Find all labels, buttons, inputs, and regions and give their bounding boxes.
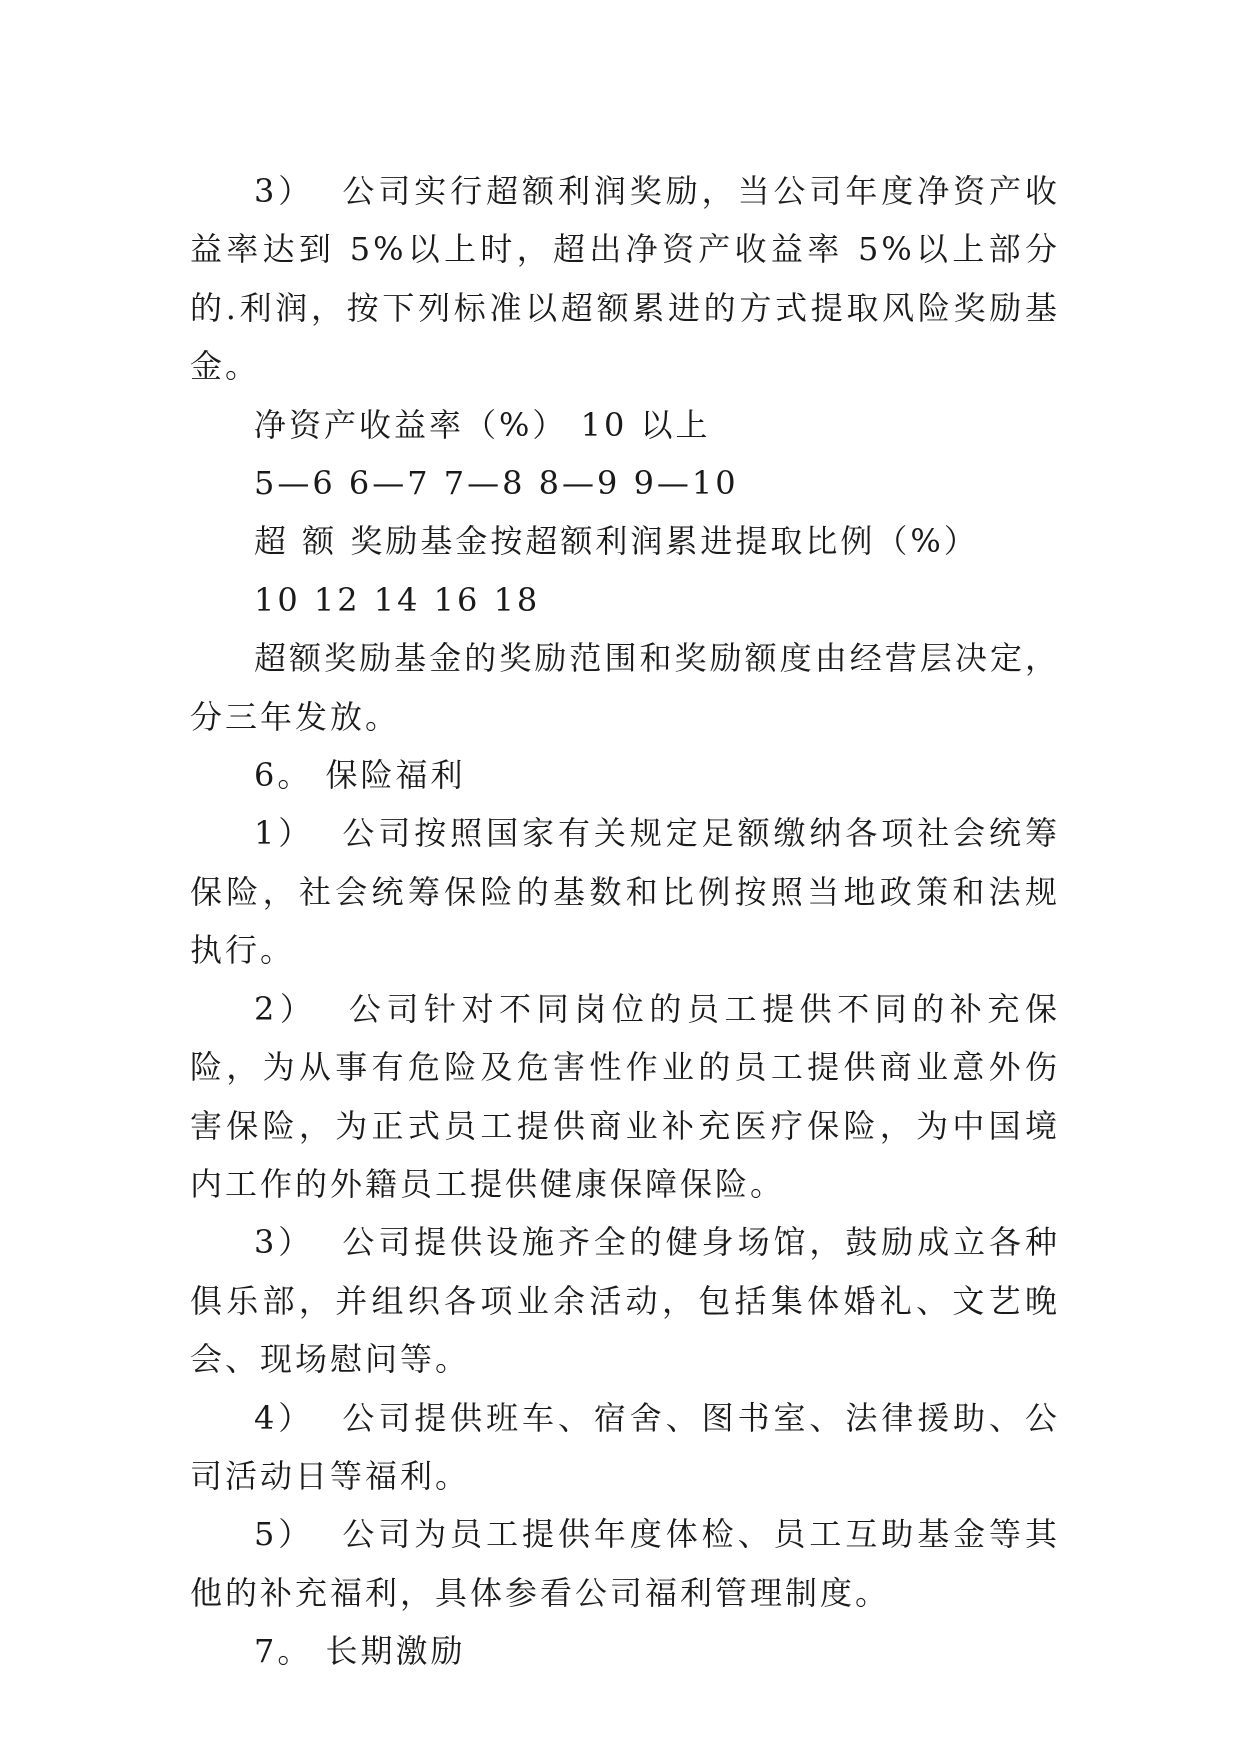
paragraph-social-insurance: 1） 公司按照国家有关规定足额缴纳各项社会统筹保险，社会统筹保险的基数和比例按照当地政策和法规执行。 bbox=[190, 814, 1060, 970]
paragraph-fitness-clubs: 3） 公司提供设施齐全的健身场馆，鼓励成立各种俱乐部，并组织各项业余活动，包括集体婚礼、文艺晚会、现场慰问等。 bbox=[190, 1223, 1060, 1379]
paragraph-extraction-ratios: 10 12 14 16 18 bbox=[254, 580, 541, 619]
paragraph-health-check: 5） 公司为员工提供年度体检、员工互助基金等其他的补充福利，具体参看公司福利管理制度。 bbox=[190, 1515, 1060, 1612]
paragraph-roe-threshold: 净资产收益率（%） 10 以上 bbox=[254, 405, 711, 444]
paragraph-roe-ranges: 5—6 6—7 7—8 8—9 9—10 bbox=[254, 464, 739, 503]
paragraph-excess-profit-reward: 3） 公司实行超额利润奖励，当公司年度净资产收益率达到 5%以上时，超出净资产收益率 5%以上部分的.利润，按下列标准以超额累进的方式提取风险奖励基金。 bbox=[190, 172, 1060, 386]
document-body bbox=[190, 162, 1060, 1681]
paragraph-reward-scope: 超额奖励基金的奖励范围和奖励额度由经营层决定，分三年发放。 bbox=[190, 639, 1060, 736]
heading-long-term-incentive: 7。 长期激励 bbox=[254, 1632, 466, 1671]
paragraph-extraction-ratio-label: 超 额 奖励基金按超额利润累进提取比例（%） bbox=[254, 522, 979, 561]
paragraph-supplementary-insurance: 2） 公司针对不同岗位的员工提供不同的补充保险，为从事有危险及危害性作业的员工提供商业意外伤害保险，为正式员工提供商业补充医疗保险，为中国境内工作的外籍员工提供健康保障保险。 bbox=[190, 989, 1060, 1203]
heading-insurance-welfare: 6。 保险福利 bbox=[254, 756, 466, 795]
paragraph-shuttle-dormitory: 4） 公司提供班车、宿舍、图书室、法律援助、公司活动日等福利。 bbox=[190, 1398, 1060, 1495]
